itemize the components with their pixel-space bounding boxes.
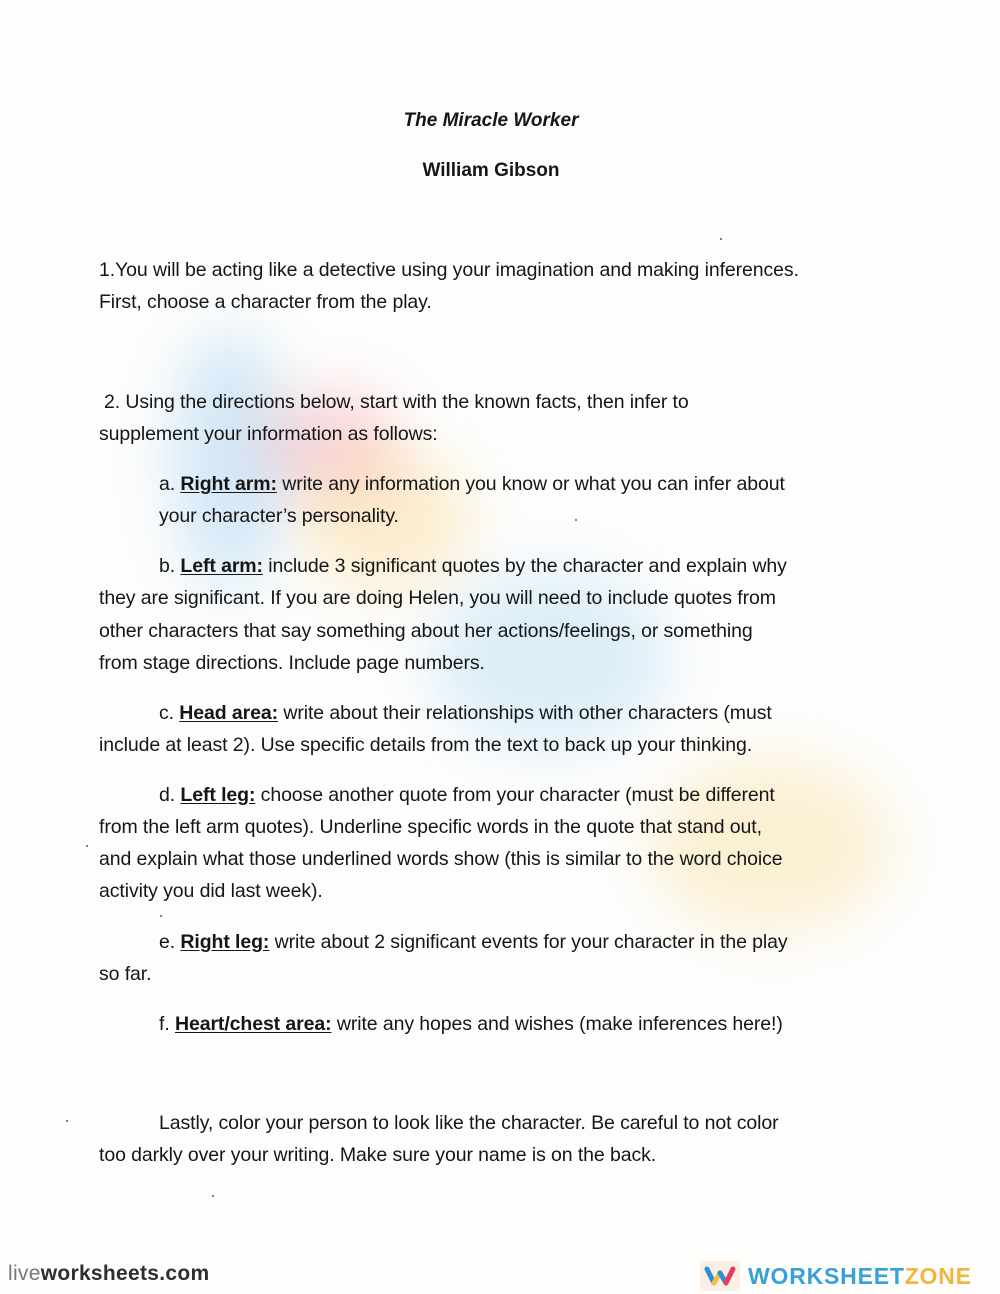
item-left-leg [159, 783, 775, 807]
closing-line1: Lastly, color your person to look like the character. Be careful to not color [159, 1112, 779, 1134]
item-label: Head area: [179, 702, 279, 724]
item-heart-chest [159, 1012, 783, 1036]
item-label: Heart/chest area: [174, 1013, 332, 1035]
wordmark-zone: ZONE [904, 1262, 972, 1289]
item-head-area-cont: include at least 2). Use specific details from the text to back up your thinking. [99, 734, 753, 756]
item-label: Left leg: [180, 784, 256, 806]
item-text: write any hopes and wishes (make inferences here!) [336, 1013, 783, 1035]
item-label: Right leg: [180, 931, 270, 953]
document-title: The Miracle Worker [403, 110, 579, 131]
step1-line2: First, choose a character from the play. [99, 291, 432, 313]
item-left-leg-cont-1: from the left arm quotes). Underline specific words in the quote that stand out, [99, 816, 762, 838]
item-letter: b. [159, 555, 176, 577]
step2-line1: 2. Using the directions below, start with the known facts, then infer to [104, 391, 689, 413]
item-right-leg [159, 930, 788, 954]
worksheetzone-wordmark [748, 1263, 972, 1290]
item-left-leg-cont-3: activity you did last week). [99, 880, 323, 902]
brand-worksheets: worksheets.com [40, 1262, 210, 1285]
document-author: William Gibson [422, 160, 560, 181]
scan-speck [66, 1120, 68, 1122]
step2-line2: supplement your information as follows: [99, 423, 438, 445]
item-left-arm-cont-2: other characters that say something about her actions/feelings, or something [99, 620, 753, 642]
item-text: write any information you know or what you can infer about [282, 473, 785, 495]
item-text: write about their relationships with other characters (must [283, 702, 772, 724]
item-text: include 3 significant quotes by the character and explain why [268, 555, 787, 577]
item-letter: c. [159, 702, 174, 724]
item-left-arm-cont-1: they are significant. If you are doing Helen, you will need to include quotes from [99, 587, 776, 609]
item-letter: f. [159, 1013, 170, 1035]
scan-speck [160, 915, 162, 917]
w-logo-icon [700, 1261, 740, 1291]
item-left-arm [159, 554, 787, 578]
scan-speck [86, 845, 88, 847]
item-right-arm-cont: your character’s personality. [159, 505, 399, 527]
item-letter: e. [159, 931, 176, 953]
item-letter: a. [159, 473, 176, 495]
item-label: Left arm: [180, 555, 263, 577]
item-text: choose another quote from your character (must be different [260, 784, 775, 806]
scan-speck [212, 1195, 214, 1197]
item-head-area [159, 701, 772, 725]
step1-line1: 1.You will be acting like a detective using your imagination and making inferences. [99, 259, 799, 281]
item-left-arm-cont-3: from stage directions. Include page numbers. [99, 652, 485, 674]
item-left-leg-cont-2: and explain what those underlined words show (this is similar to the word choice [99, 848, 783, 870]
scan-speck [720, 238, 722, 240]
item-text: write about 2 significant events for your character in the play [274, 931, 788, 953]
scan-speck [575, 519, 577, 521]
item-letter: d. [159, 784, 176, 806]
liveworksheets-brand[interactable] [8, 1262, 209, 1286]
item-right-leg-cont: so far. [99, 963, 152, 985]
worksheetzone-brand[interactable] [700, 1260, 972, 1292]
closing-line2: too darkly over your writing. Make sure your name is on the back. [99, 1144, 657, 1166]
item-right-arm [159, 472, 785, 496]
brand-live: live [8, 1262, 41, 1285]
wordmark-worksheet: WORKSHEET [748, 1262, 905, 1289]
item-label: Right arm: [180, 473, 277, 495]
